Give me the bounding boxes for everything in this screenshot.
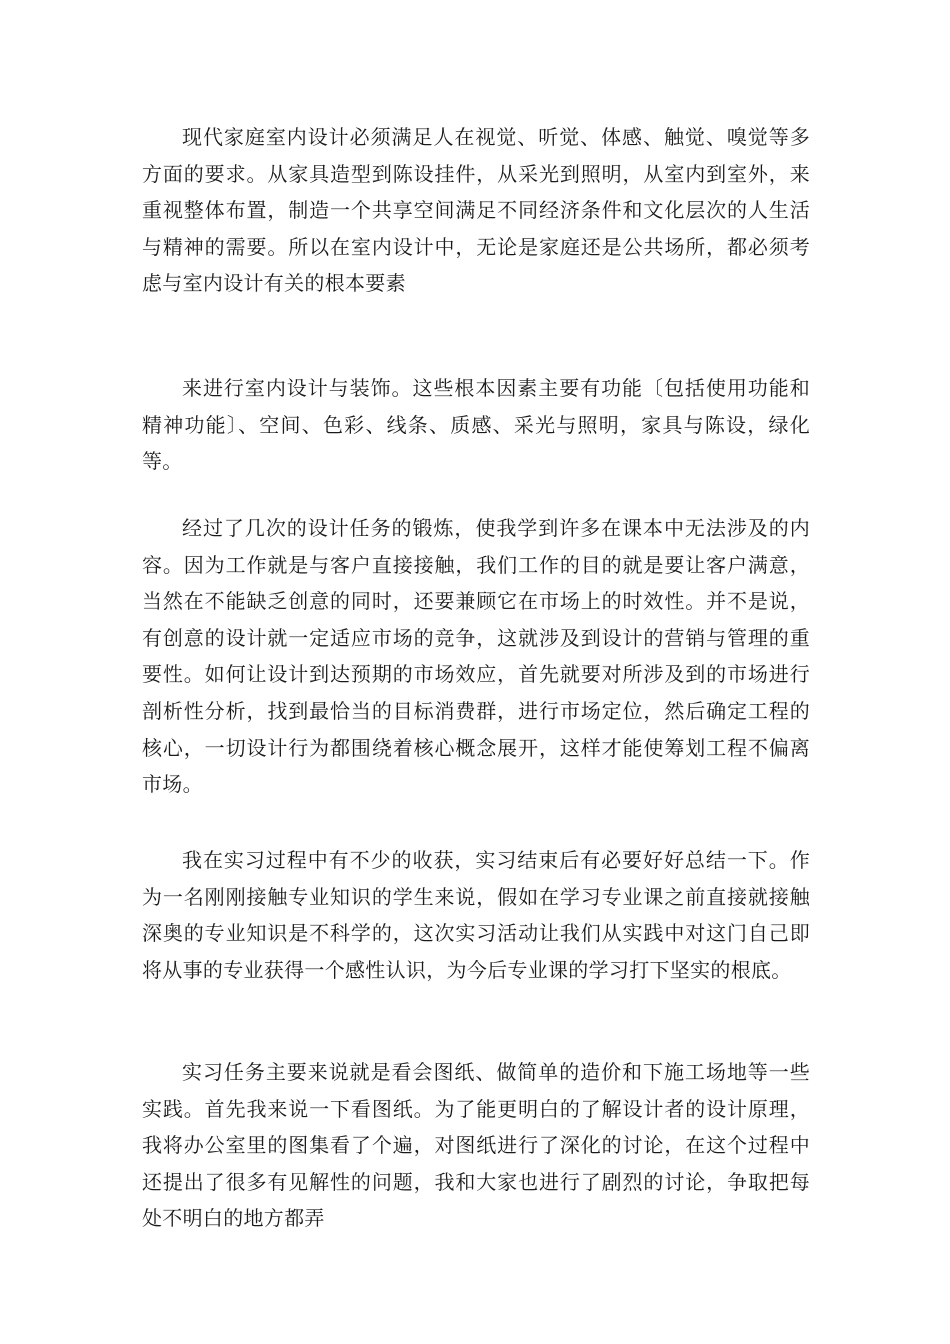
paragraph-basic-elements: 来进行室内设计与装饰。这些根本因素主要有功能〔包括使用功能和精神功能〕、空间、色彩、线条、质感、采光与照明，家具与陈设，绿化等。 [142,376,810,474]
paragraph-design-tasks: 经过了几次的设计任务的锻炼，使我学到许多在课本中无法涉及的内容。因为工作就是与客户直接接触，我们工作的目的就是要让客户满意，当然在不能缺乏创意的同时，还要兼顾它在市场上的时效性。并不是说，有创意的设计就一定适应市场的竞争，这就涉及到设计的营销与管理的重要性。如何让设计到达预期的市场效应，首先就要对所涉及到的市场进行剖析性分析，找到最恰当的目标消费群，进行市场定位，然后确定工程的核心，一切设计行为都围绕着核心概念展开，这样才能使筹划工程不偏离市场。 [142,516,810,797]
paragraph-internship-tasks: 实习任务主要来说就是看会图纸、做简单的造价和下施工场地等一些实践。首先我来说一下看图纸。为了能更明白的了解设计者的设计原理，我将办公室里的图集看了个遍，对图纸进行了深化的讨论，在这个过程中还提出了很多有见解性的问题，我和大家也进行了剧烈的讨论，争取把每处不明白的地方都弄 [142,1060,810,1231]
paragraph-interior-design-requirements: 现代家庭室内设计必须满足人在视觉、听觉、体感、触觉、嗅觉等多方面的要求。从家具造型到陈设挂件，从采光到照明，从室内到室外，来重视整体布置，制造一个共享空间满足不同经济条件和文化层次的人生活与精神的需要。所以在室内设计中，无论是家庭还是公共场所，都必须考虑与室内设计有关的根本要素 [142,125,810,296]
paragraph-internship-gains: 我在实习过程中有不少的收获，实习结束后有必要好好总结一下。作为一名刚刚接触专业知识的学生来说，假如在学习专业课之前直接就接触深奥的专业知识是不科学的，这次实习活动让我们从实践中对这门自己即将从事的专业获得一个感性认识，为今后专业课的学习打下坚实的根底。 [142,848,810,982]
